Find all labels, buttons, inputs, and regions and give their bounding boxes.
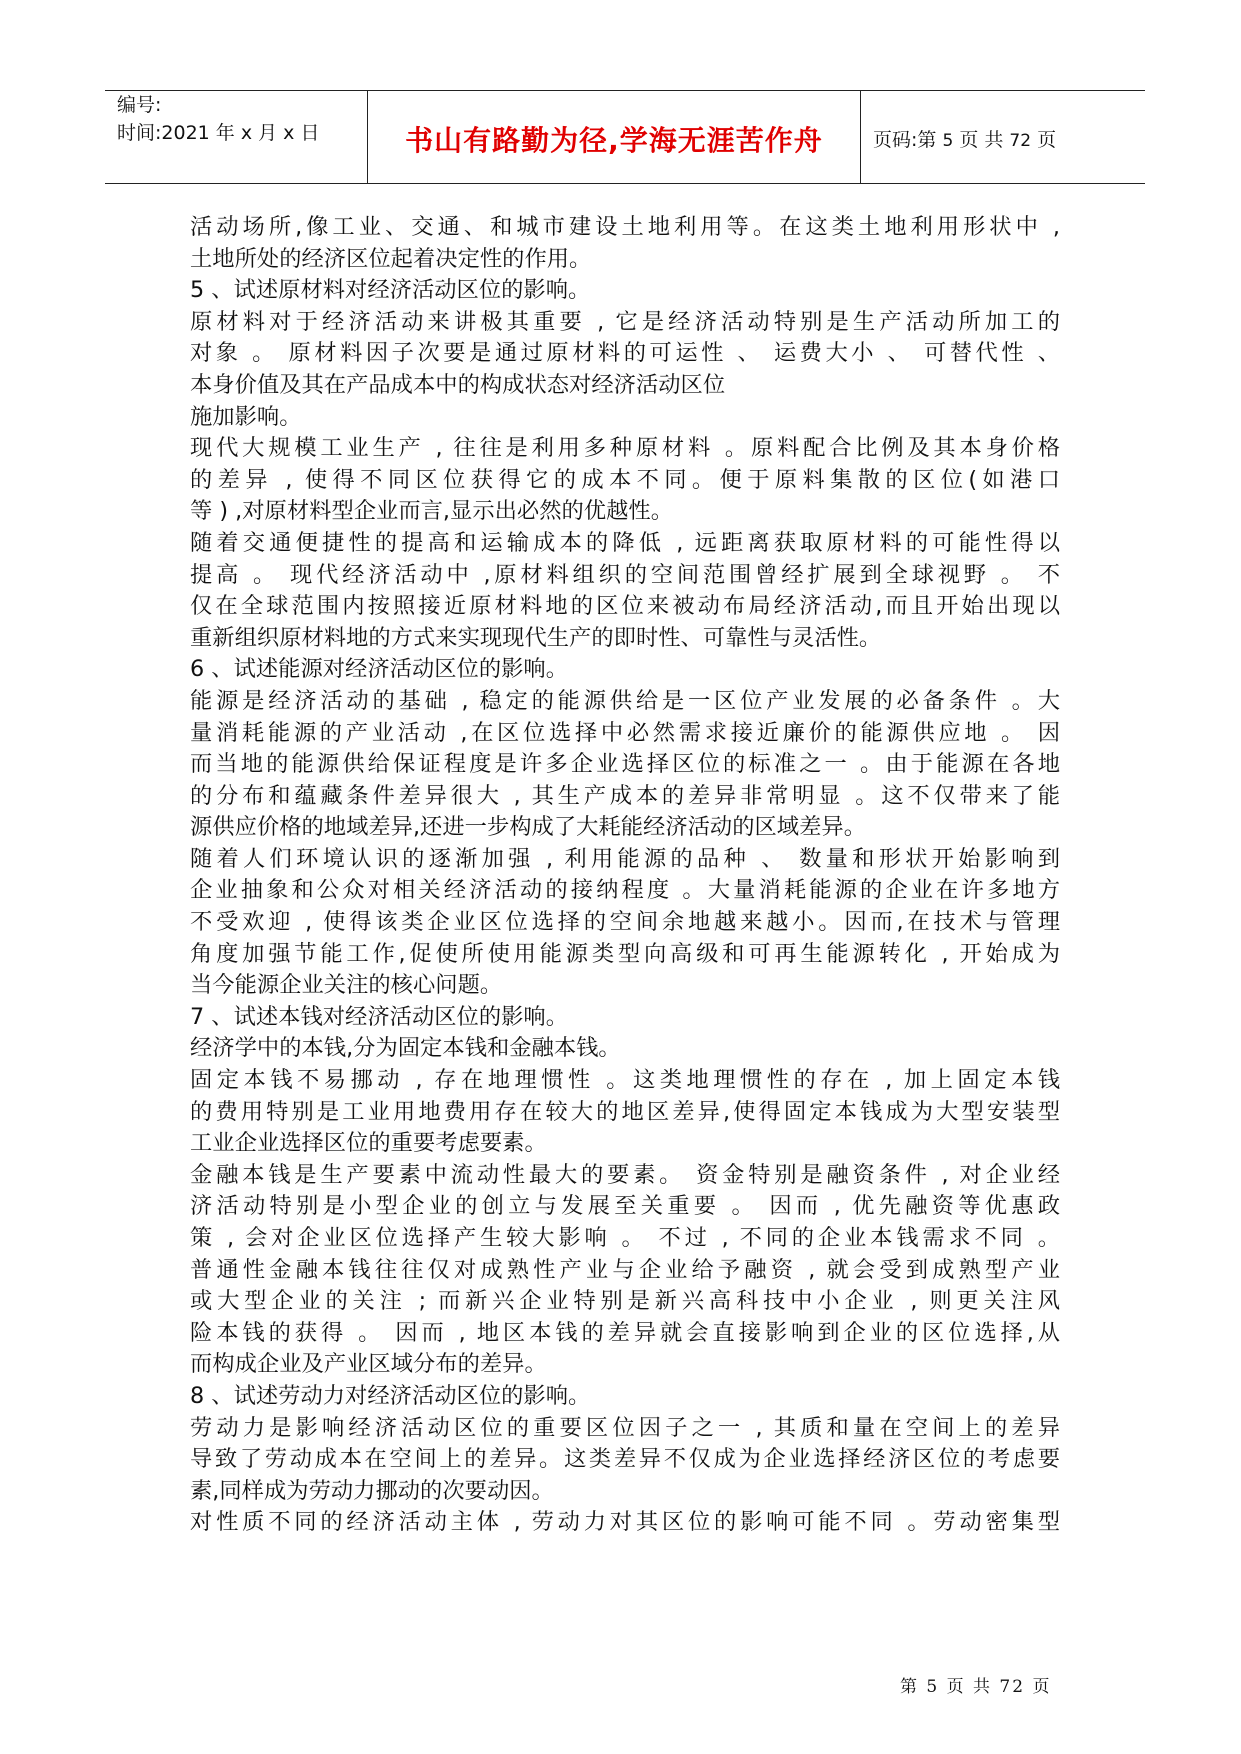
page-code-prefix: 页码:第 [873, 129, 937, 151]
body-line: 随着人们环境认识的逐渐加强 , 利用能源的品种 、 数量和形状开始影响到 [190, 845, 1060, 872]
body-line: 现代大规模工业生产 , 往往是利用多种原材料 。原料配合比例及其本身价格 [190, 435, 1060, 462]
body-line: 金融本钱是生产要素中流动性最大的要素。 资金特别是融资条件 , 对企业经 [190, 1161, 1060, 1188]
document-body [190, 212, 1060, 1539]
body-line: 仅在全球范围内按照接近原材料地的区位来被动布局经济活动,而且开始出现以 [190, 593, 1060, 620]
header-page-cell [861, 91, 1145, 183]
body-line: 不受欢迎 , 使得该类企业区位选择的空间余地越来越小。因而,在技术与管理 [190, 909, 1060, 936]
body-line: 而构成企业及产业区域分布的差异。 [190, 1351, 547, 1378]
body-line: 等 ) ,对原材料型企业而言,显示出必然的优越性。 [190, 498, 673, 525]
section-heading: 7 、试述本钱对经济活动区位的影响。 [190, 1003, 569, 1030]
header-motto-cell [368, 91, 861, 183]
body-line: 对象 。 原材料因子次要是通过原材料的可运性 、 运费大小 、 可替代性 、 [190, 340, 1060, 367]
body-line: 经济学中的本钱,分为固定本钱和金融本钱。 [190, 1035, 621, 1062]
page-code [873, 125, 1056, 152]
document-time-label: 时间:2021 年 x 月 x 日 [117, 122, 320, 144]
body-line: 导致了劳动成本在空间上的差异。这类差异不仅成为企业选择经济区位的考虑要 [190, 1446, 1060, 1473]
page-code-current: 5 [942, 131, 954, 151]
page-code-suffix: 页 [1037, 129, 1057, 151]
body-line: 险本钱的获得 。 因而 , 地区本钱的差异就会直接影响到企业的区位选择,从 [190, 1319, 1060, 1346]
body-line: 的费用特别是工业用地费用存在较大的地区差异,使得固定本钱成为大型安装型 [190, 1098, 1060, 1125]
body-line: 随着交通便捷性的提高和运输成本的降低 , 远距离获取原材料的可能性得以 [190, 529, 1060, 556]
body-line: 土地所处的经济区位起着决定性的作用。 [190, 245, 592, 272]
body-line: 的分布和蕴藏条件差异很大 , 其生产成本的差异非常明显 。这不仅带来了能 [190, 782, 1060, 809]
section-heading: 8 、试述劳动力对经济活动区位的影响。 [190, 1382, 591, 1409]
body-line: 量消耗能源的产业活动 ,在区位选择中必然需求接近廉价的能源供应地 。 因 [190, 719, 1060, 746]
body-line: 劳动力是影响经济活动区位的重要区位因子之一 , 其质和量在空间上的差异 [190, 1414, 1060, 1441]
body-line: 企业抽象和公众对相关经济活动的接纳程度 。大量消耗能源的企业在许多地方 [190, 877, 1060, 904]
body-line: 提高 。 现代经济活动中 ,原材料组织的空间范围曾经扩展到全球视野 。 不 [190, 561, 1060, 588]
body-line: 固定本钱不易挪动 , 存在地理惯性 。这类地理惯性的存在 , 加上固定本钱 [190, 1067, 1060, 1094]
body-line: 能源是经济活动的基础 , 稳定的能源供给是一区位产业发展的必备条件 。大 [190, 687, 1060, 714]
body-line: 原材料对于经济活动来讲极其重要 , 它是经济活动特别是生产活动所加工的 [190, 308, 1060, 335]
body-line: 而当地的能源供给保证程度是许多企业选择区位的标准之一 。由于能源在各地 [190, 751, 1060, 778]
body-line: 的差异 , 使得不同区位获得它的成本不同。便于原料集散的区位(如港口 [190, 466, 1060, 493]
page-code-mid: 页 共 [959, 129, 1004, 151]
page-header [105, 90, 1145, 184]
body-line: 素,同样成为劳动力挪动的次要动因。 [190, 1477, 554, 1504]
body-line: 或大型企业的关注 ; 而新兴企业特别是新兴高科技中小企业 , 则更关注风 [190, 1288, 1060, 1315]
body-line: 重新组织原材料地的方式来实现现代生产的即时性、可靠性与灵活性。 [190, 624, 882, 651]
section-heading: 5 、试述原材料对经济活动区位的影响。 [190, 277, 591, 304]
section-heading: 6 、试述能源对经济活动区位的影响。 [190, 656, 569, 683]
body-line: 策 , 会对企业区位选择产生较大影响 。 不过 , 不同的企业本钱需求不同 。 [190, 1225, 1060, 1251]
body-line: 普通性金融本钱往往仅对成熟性产业与企业给予融资 , 就会受到成熟型产业 [190, 1256, 1060, 1283]
header-meta-cell [105, 91, 368, 183]
body-line: 济活动特别是小型企业的创立与发展至关重要 。 因而 , 优先融资等优惠政 [190, 1193, 1060, 1220]
page-code-total: 72 [1009, 131, 1032, 151]
body-line: 对性质不同的经济活动主体 , 劳动力对其区位的影响可能不同 。劳动密集型 [190, 1509, 1060, 1536]
motto-text: 书山有路勤为径,学海无涯苦作舟 [405, 124, 823, 157]
body-line: 角度加强节能工作,促使所使用能源类型向高级和可再生能源转化 , 开始成为 [190, 940, 1060, 967]
body-line: 源供应价格的地域差异,还进一步构成了大耗能经济活动的区域差异。 [190, 814, 866, 841]
body-line: 工业企业选择区位的重要考虑要素。 [190, 1130, 547, 1157]
body-line: 施加影响。 [190, 403, 302, 430]
page-footer: 第 5 页 共 72 页 [900, 1677, 1052, 1697]
body-line: 当今能源企业关注的核心问题。 [190, 972, 503, 999]
body-line: 活动场所,像工业、交通、和城市建设土地利用等。在这类土地利用形状中 , [190, 214, 1060, 240]
document-number-label: 编号: [117, 94, 162, 116]
body-line: 本身价值及其在产品成本中的构成状态对经济活动区位 [190, 371, 726, 398]
